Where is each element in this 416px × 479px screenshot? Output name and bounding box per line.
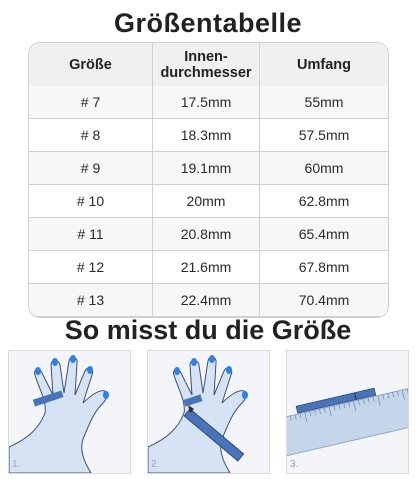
- size-cell: # 10: [76, 193, 105, 209]
- header-circumference: Umfang: [297, 56, 351, 73]
- circumference-cell: 57.5mm: [298, 127, 350, 143]
- step-2-panel: [147, 350, 270, 474]
- table-row: [29, 251, 388, 284]
- circumference-cell: 62.8mm: [298, 193, 350, 209]
- size-cell: # 8: [80, 127, 101, 143]
- size-table: [28, 42, 389, 318]
- step-1-panel: [8, 350, 131, 474]
- table-row: [29, 185, 388, 218]
- step-1-label: 1.: [12, 459, 21, 470]
- circumference-cell: 67.8mm: [298, 259, 350, 275]
- table-header: [29, 43, 388, 87]
- step-3-panel: [286, 350, 409, 474]
- step-2-label: 2.: [151, 459, 160, 470]
- table-row: [29, 152, 388, 185]
- circumference-cell: 65.4mm: [298, 226, 350, 242]
- size-cell: # 13: [76, 292, 105, 308]
- inner-diameter-cell: 20.8mm: [152, 218, 260, 250]
- circumference-cell: 70.4mm: [298, 292, 350, 308]
- inner-diameter-cell: 18.3mm: [152, 119, 260, 151]
- hand-with-paper-strip-icon: [9, 351, 130, 473]
- size-cell: # 7: [80, 94, 101, 110]
- header-size: Größe: [69, 56, 112, 73]
- circumference-cell: 60mm: [304, 160, 344, 176]
- size-table-title: Größentabelle: [113, 8, 303, 38]
- inner-diameter-cell: 20mm: [152, 185, 260, 217]
- table-row: [29, 284, 388, 317]
- step-3-label: 3.: [290, 459, 299, 470]
- inner-diameter-cell: 21.6mm: [152, 251, 260, 283]
- hand-with-pen-marking-strip-icon: [148, 351, 269, 473]
- size-cell: # 12: [76, 259, 105, 275]
- inner-diameter-cell: 22.4mm: [152, 284, 260, 316]
- how-to-title: So misst du die Größe: [64, 315, 352, 345]
- header-inner-diameter: Innen- durchmesser: [152, 43, 260, 86]
- inner-diameter-cell: 17.5mm: [152, 86, 260, 118]
- table-row: [29, 119, 388, 152]
- circumference-cell: 55mm: [304, 94, 344, 110]
- strip-on-ruler-icon: [287, 351, 408, 473]
- size-cell: # 9: [80, 160, 101, 176]
- table-row: [29, 86, 388, 119]
- table-row: [29, 218, 388, 251]
- inner-diameter-cell: 19.1mm: [152, 152, 260, 184]
- size-cell: # 11: [77, 226, 104, 242]
